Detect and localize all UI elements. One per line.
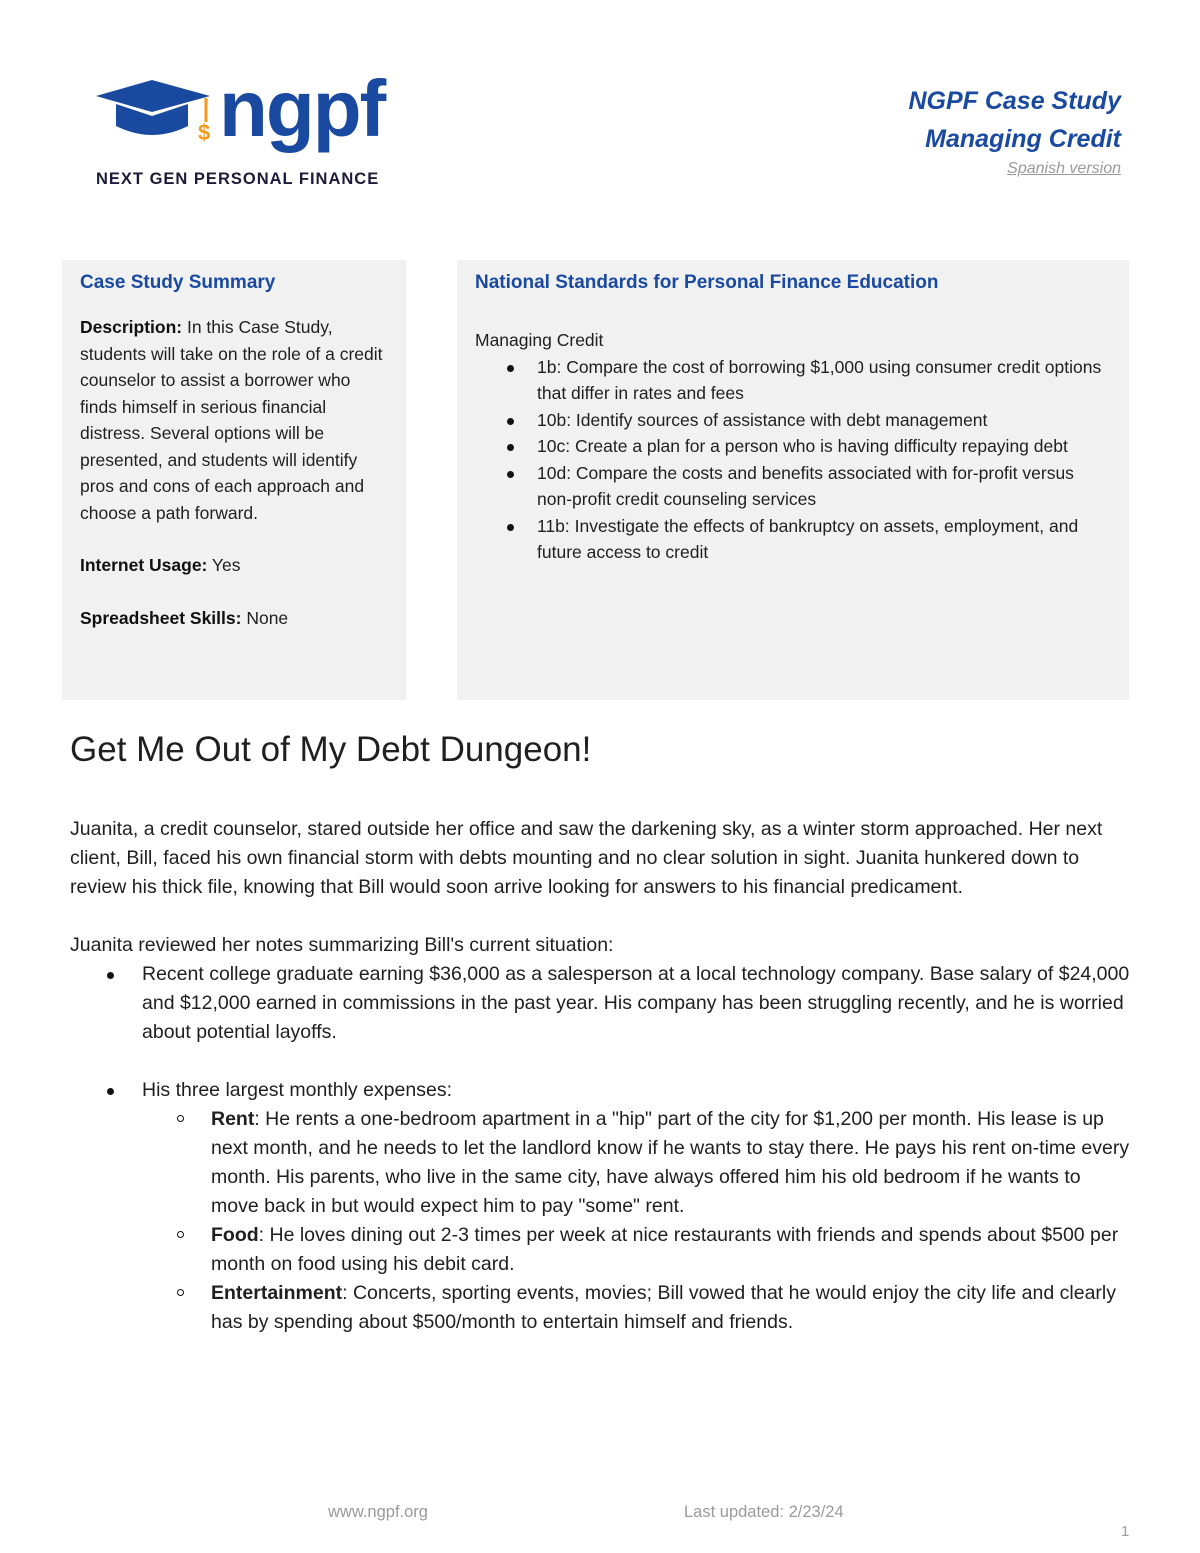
header-title: NGPF Case Study [908,87,1121,115]
story-intro: Juanita, a credit counselor, stared outside her office and saw the darkening sky, as a winter storm approached. Her next client, Bill, faced his own financial storm with debts mounting and no clear solution in sight. Juanita hunkered down to review his thick file, knowing that Bill would soon arrive looking for answers to his financial predicament. [70,818,1103,898]
expenses-list [70,1076,1132,1337]
summary-description [80,314,388,526]
expense-text: : He loves dining out 2-3 times per week at nice restaurants with friends and spends about $500 per month on food using his debit card. [211,1224,1119,1275]
list-item [142,1076,1132,1337]
document-header [908,82,1121,178]
expense-item-entertainment [211,1279,1132,1337]
expense-item-food [211,1221,1132,1279]
expense-label: Entertainment [211,1282,343,1304]
description-text: In this Case Study, students will take on the role of a credit counselor to assist a borrower who finds himself in serious financial distress. Several options will be presented, and students will identify pros and cons of each approach and choose a path forward. [80,317,383,523]
logo-tagline: NEXT GEN PERSONAL FINANCE [96,170,380,188]
spreadsheet-value: None [241,607,289,628]
expense-text: : He rents a one-bedroom apartment in a "hip" part of the city for $1,200 per month. His lease is up next month, and he needs to let the landlord know if he wants to stay there. He pays his rent on-time every month. His parents, who live in the same city, have always offered him his old bedroom if he wants to move back in but would expect him to pay "some" rent. [211,1108,1130,1217]
expenses-sublist [142,1105,1132,1337]
summary-internet-usage [80,552,388,579]
standards-list [475,354,1111,566]
list-item: Recent college graduate earning $36,000 as a salesperson at a local technology company. Base salary of $24,000 and $12,000 earned in commissions in the past year. His company has been struggling recently, and he is worried about potential layoffs. [142,960,1132,1047]
ngpf-logo [94,74,424,190]
internet-label: Internet Usage: [80,555,208,575]
standards-title: National Standards for Personal Finance Education [475,272,939,293]
spanish-version-link[interactable]: Spanish version [1007,160,1121,177]
standards-subtitle: Managing Credit [475,330,604,350]
graduation-cap-icon [94,74,424,164]
expense-item-rent [211,1105,1132,1221]
case-study-summary-box [62,260,406,700]
national-standards-box [457,260,1129,700]
expense-text: : Concerts, sporting events, movies; Bill vowed that he would enjoy the city life and clearly has by spending about $500/month to entertain himself and friends. [211,1282,1116,1333]
summary-title: Case Study Summary [80,272,276,293]
logo-wordmark: ngpf [219,74,385,153]
story-body [70,815,1132,1337]
description-label: Description: [80,317,183,337]
expense-label: Rent [211,1108,255,1130]
footer-url[interactable]: www.ngpf.org [328,1503,428,1521]
header-subtitle: Managing Credit [925,125,1121,153]
summary-spreadsheet-skills [80,605,388,632]
list-item: 10d: Compare the costs and benefits associated with for-profit versus non-profit credit counseling services [537,460,1111,513]
situation-list [70,960,1132,1047]
spreadsheet-label: Spreadsheet Skills: [80,607,242,628]
list-item: 10b: Identify sources of assistance with debt management [537,407,1111,434]
list-item: 11b: Investigate the effects of bankruptcy on assets, employment, and future access to credit [537,513,1111,566]
internet-value: Yes [207,555,241,575]
list-item: 1b: Compare the cost of borrowing $1,000 using consumer credit options that differ in rates and fees [537,354,1111,407]
story-title: Get Me Out of My Debt Dungeon! [70,730,592,769]
expense-label: Food [211,1224,259,1246]
story-notes-lead: Juanita reviewed her notes summarizing Bill's current situation: [70,934,614,956]
svg-text:$: $ [198,120,211,145]
expenses-lead: His three largest monthly expenses: [142,1079,452,1101]
list-item: 10c: Create a plan for a person who is having difficulty repaying debt [537,433,1111,460]
footer-last-updated: Last updated: 2/23/24 [684,1503,844,1521]
page-number: 1 [1121,1523,1130,1540]
